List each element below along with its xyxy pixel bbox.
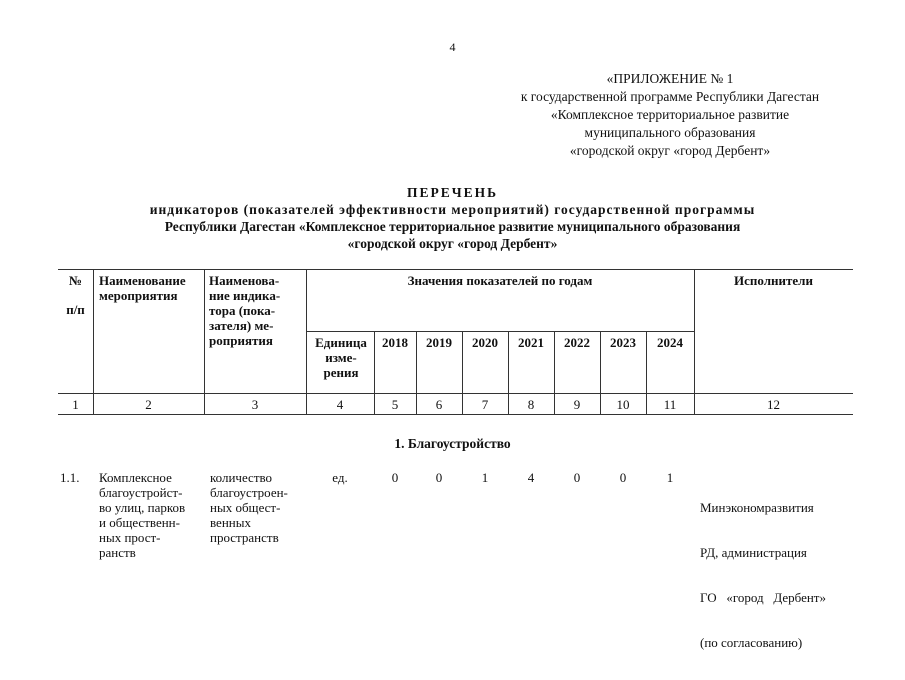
row-event-name — [99, 470, 209, 560]
header-year: 2019 — [426, 335, 452, 350]
title-line: Республики Дагестан «Комплексное территориальное развитие муниципального образования — [164, 219, 741, 234]
header-year: 2021 — [518, 335, 544, 350]
cell-line: РД, администрация — [700, 545, 807, 560]
header-year: 2020 — [472, 335, 498, 350]
header-line: мероприятия — [99, 288, 178, 303]
header-values-by-year: Значения показателей по годам — [407, 273, 593, 288]
header-event-name — [99, 273, 204, 303]
cell-line: Комплексное — [99, 470, 172, 485]
column-number: 2 — [145, 397, 152, 412]
table-col-divider — [306, 269, 307, 414]
cell-line: количество — [210, 470, 273, 485]
header-num-line: № — [68, 273, 83, 288]
appendix-line: «Комплексное территориальное развитие — [550, 107, 790, 122]
header-num — [58, 273, 93, 317]
column-number: 12 — [767, 397, 780, 412]
appendix-line: «ПРИЛОЖЕНИЕ № 1 — [606, 71, 734, 86]
column-number: 7 — [481, 397, 489, 412]
cell-line: благоустроен- — [210, 485, 288, 500]
header-line: Наименова- — [209, 273, 280, 288]
column-number: 6 — [435, 397, 443, 412]
row-executors — [700, 470, 852, 680]
row-value: 0 — [391, 470, 399, 485]
document-title — [0, 184, 905, 252]
title-line: индикаторов (показателей эффективности мероприятий) государственной программы — [149, 202, 756, 217]
row-unit: ед. — [332, 470, 348, 485]
header-line: ние индика- — [209, 288, 281, 303]
column-number: 11 — [663, 397, 677, 412]
cell-line: ных общест- — [210, 500, 281, 515]
title-line: ПЕРЕЧЕНЬ — [406, 185, 499, 200]
cell-line: во улиц, парков — [99, 500, 186, 515]
section-title: 1. Благоустройство — [394, 436, 511, 451]
table-col-divider — [204, 269, 205, 414]
row-value: 0 — [573, 470, 581, 485]
appendix-line: муниципального образования — [584, 125, 756, 140]
cell-line: пространств — [210, 530, 279, 545]
table-header-bottom — [58, 393, 853, 394]
page-number: 4 — [449, 40, 456, 54]
column-number: 3 — [251, 397, 259, 412]
appendix-line: «городской округ «город Дербент» — [569, 143, 771, 158]
header-unit — [308, 335, 374, 380]
header-line: зателя) ме- — [209, 318, 274, 333]
appendix-header — [470, 70, 870, 160]
row-value: 0 — [619, 470, 627, 485]
row-value: 1 — [481, 470, 489, 485]
header-year: 2022 — [564, 335, 590, 350]
column-number: 9 — [573, 397, 581, 412]
row-value: 1 — [666, 470, 674, 485]
header-executors: Исполнители — [734, 273, 813, 288]
cell-line: (по согласованию) — [700, 635, 803, 650]
header-year: 2023 — [610, 335, 636, 350]
row-num: 1.1. — [60, 470, 80, 485]
header-line: рения — [323, 365, 359, 380]
header-line: изме- — [325, 350, 357, 365]
table-subheader-divider — [306, 331, 694, 332]
header-year: 2024 — [657, 335, 683, 350]
header-indicator-name — [209, 273, 306, 348]
header-line: Наименование — [99, 273, 186, 288]
column-number: 1 — [72, 397, 79, 412]
cell-line: ранств — [99, 545, 136, 560]
table-col-divider — [694, 269, 695, 414]
appendix-line: к государственной программе Республики Дагестан — [520, 89, 820, 104]
cell-line: Минэкономразвития — [700, 500, 814, 515]
header-num-line: п/п — [66, 302, 85, 317]
row-indicator-name — [210, 470, 310, 545]
header-year: 2018 — [382, 335, 408, 350]
cell-line: и общественн- — [99, 515, 180, 530]
row-value: 4 — [527, 470, 535, 485]
cell-line: благоустройст- — [99, 485, 183, 500]
cell-line: ных прост- — [99, 530, 161, 545]
cell-line: венных — [210, 515, 251, 530]
column-number: 5 — [391, 397, 399, 412]
title-line: «городской округ «город Дербент» — [347, 236, 558, 251]
column-number: 8 — [527, 397, 535, 412]
table-colnum-bottom — [58, 414, 853, 415]
row-value: 0 — [435, 470, 443, 485]
header-line: тора (пока- — [209, 303, 276, 318]
column-number: 10 — [616, 397, 630, 412]
table-border-top — [58, 269, 853, 270]
cell-line: ГО «город Дербент» — [700, 590, 826, 605]
table-col-divider — [93, 269, 94, 414]
header-line: роприятия — [209, 333, 273, 348]
header-line: Единица — [315, 335, 367, 350]
column-number: 4 — [336, 397, 344, 412]
